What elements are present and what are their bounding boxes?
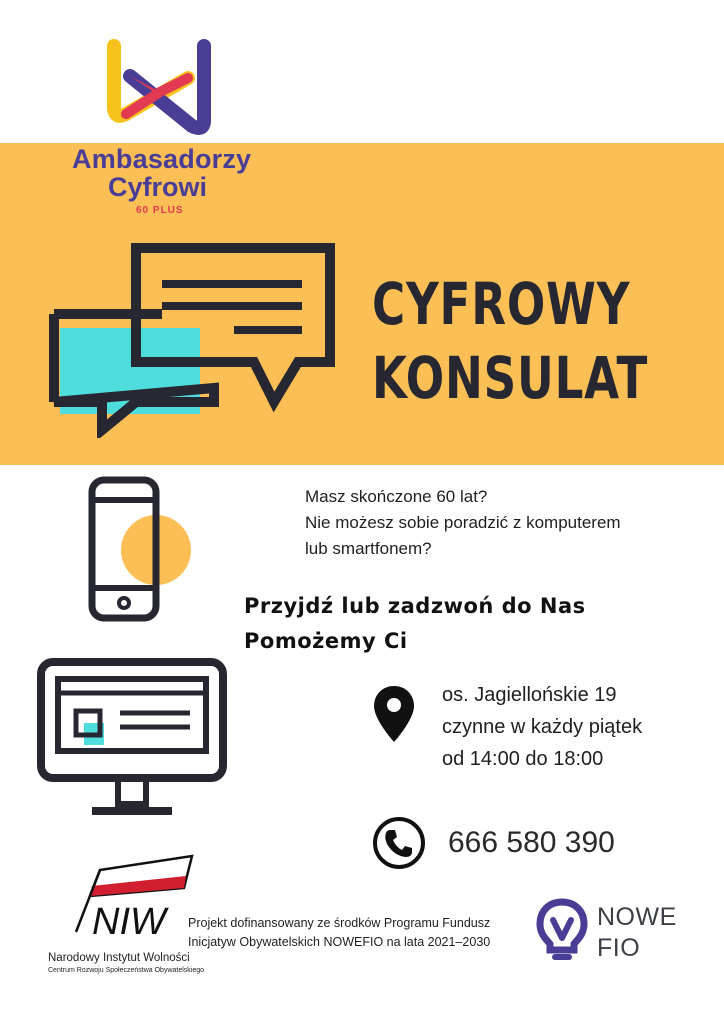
map-pin-icon [372, 684, 416, 744]
ambasadorzy-logo-icon [100, 36, 220, 140]
opening-hours: od 14:00 do 18:00 [442, 748, 604, 770]
address-line: os. Jagiellońskie 19 [442, 684, 617, 706]
lightbulb-icon [536, 898, 588, 966]
nowefio-logo-line2: FIO [597, 934, 641, 962]
phone-icon [372, 816, 426, 870]
niw-subtitle: Centrum Rozwoju Społeczeństwa Obywatelskiego [48, 967, 205, 974]
brand-tag: 60 PLUS [136, 205, 184, 216]
headline-line1: CYFROWY [372, 270, 631, 338]
project-note-line1: Projekt dofinansowany ze środków Programu Fundusz [188, 916, 491, 930]
chat-bubbles-icon [44, 238, 344, 438]
smartphone-icon [80, 474, 200, 624]
call-to-action-line2: Pomożemy Ci [244, 629, 408, 653]
niw-flag-icon [66, 852, 198, 942]
question-line: Nie możesz sobie poradzić z komputerem [305, 513, 621, 532]
call-to-action-line1: Przyjdź lub zadzwoń do Nas [244, 594, 586, 618]
niw-name: Narodowy Instytut Wolności [48, 952, 190, 964]
opening-days: czynne w każdy piątek [442, 716, 643, 738]
nowefio-logo-line1: NOWE [597, 903, 677, 931]
niw-mark: NIW [92, 901, 166, 942]
brand-name-line1: Ambasadorzy [72, 144, 252, 174]
project-note-line2: Inicjatyw Obywatelskich NOWEFIO na lata 2021–2030 [188, 935, 491, 949]
phone-number[interactable]: 666 580 390 [448, 826, 615, 859]
monitor-icon [36, 657, 228, 821]
brand-name-line2: Cyfrowi [108, 172, 208, 202]
question-line: Masz skończone 60 lat? [305, 487, 488, 506]
headline-line2: KONSULAT [372, 344, 649, 412]
question-line: lub smartfonem? [305, 539, 432, 558]
